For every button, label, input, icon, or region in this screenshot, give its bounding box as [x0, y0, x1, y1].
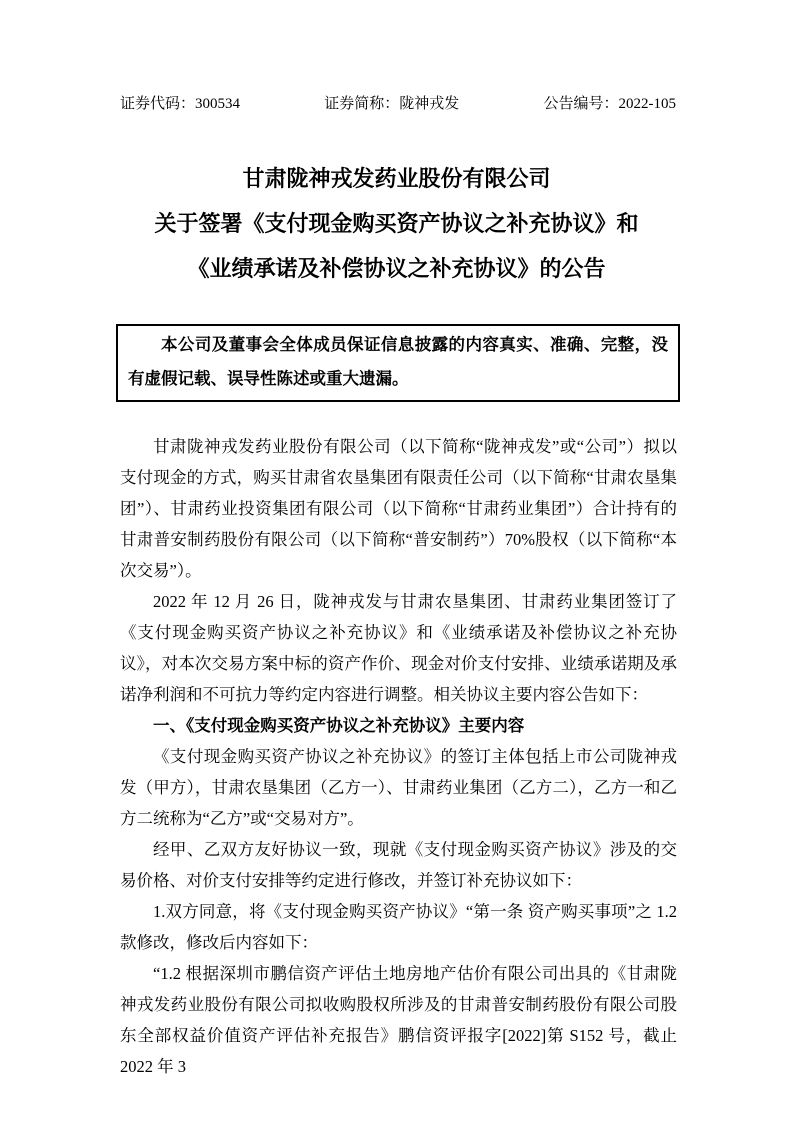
disclaimer-box — [116, 324, 680, 402]
paragraph-signing-parties: 《支付现金购买资产协议之补充协议》的签订主体包括上市公司陇神戎发（甲方），甘肃农垦集团（乙方一）、甘肃药业集团（乙方二），乙方一和乙方二统称为“乙方”或“交易对方”。 — [120, 747, 677, 828]
paragraph-clause-modification: 1.双方同意，将《支付现金购买资产协议》“第一条 资产购买事项”之 1.2 款修改，修改后内容如下： — [120, 902, 677, 952]
document-header — [120, 94, 676, 114]
disclaimer-text: 本公司及董事会全体成员保证信息披露的内容真实、准确、完整，没有虚假记载、误导性陈述或重大遗漏。 — [128, 335, 668, 388]
title-line-2: 关于签署《支付现金购买资产协议之补充协议》和 — [154, 211, 639, 236]
announcement-number-text: 公告编号：2022-105 — [543, 96, 676, 112]
paragraph-transaction-overview: 甘肃陇神戎发药业股份有限公司（以下简称“陇神戎发”或“公司”）拟以支付现金的方式，购买甘肃省农垦集团有限责任公司（以下简称“甘肃农垦集团”）、甘肃药业投资集团有限公司（以下简称“甘肃药业集团”）合计持有的甘肃普安制药股份有限公司（以下简称“普安制药”）70%股权（以下简称“本次交易”）。 — [120, 437, 677, 580]
paragraph-agreement-signing: 2022 年 12 月 26 日，陇神戎发与甘肃农垦集团、甘肃药业集团签订了《支付现金购买资产协议之补充协议》和《业绩承诺及补偿协议之补充协议》，对本次交易方案中标的资产作价、现金对价支付安排、业绩承诺期及承诺净利润和不可抗力等约定内容进行调整。相关协议主要内容公告如下： — [120, 592, 677, 704]
section-heading-agreement-content: 一、《支付现金购买资产协议之补充协议》主要内容 — [153, 716, 525, 735]
paragraph-amendment-intro: 经甲、乙双方友好协议一致，现就《支付现金购买资产协议》涉及的交易价格、对价支付安排等约定进行修改，并签订补充协议如下： — [120, 840, 677, 890]
stock-abbr-text: 证券简称：陇神戎发 — [324, 96, 460, 112]
title-line-3: 《业绩承诺及补偿协议之补充协议》的公告 — [187, 256, 606, 281]
document-title — [0, 156, 793, 291]
stock-code-text: 证券代码：300534 — [120, 96, 241, 112]
paragraph-valuation-report: “1.2 根据深圳市鹏信资产评估土地房地产估价有限公司出具的《甘肃陇神戎发药业股份有限公司拟收购股权所涉及的甘肃普安制药股份有限公司股东全部权益价值资产评估补充报告》鹏信资评报字[2022]第 S152 号，截止 2022 年 3 — [120, 964, 677, 1076]
document-body — [120, 431, 677, 1082]
title-line-1: 甘肃陇神戎发药业股份有限公司 — [242, 166, 551, 191]
